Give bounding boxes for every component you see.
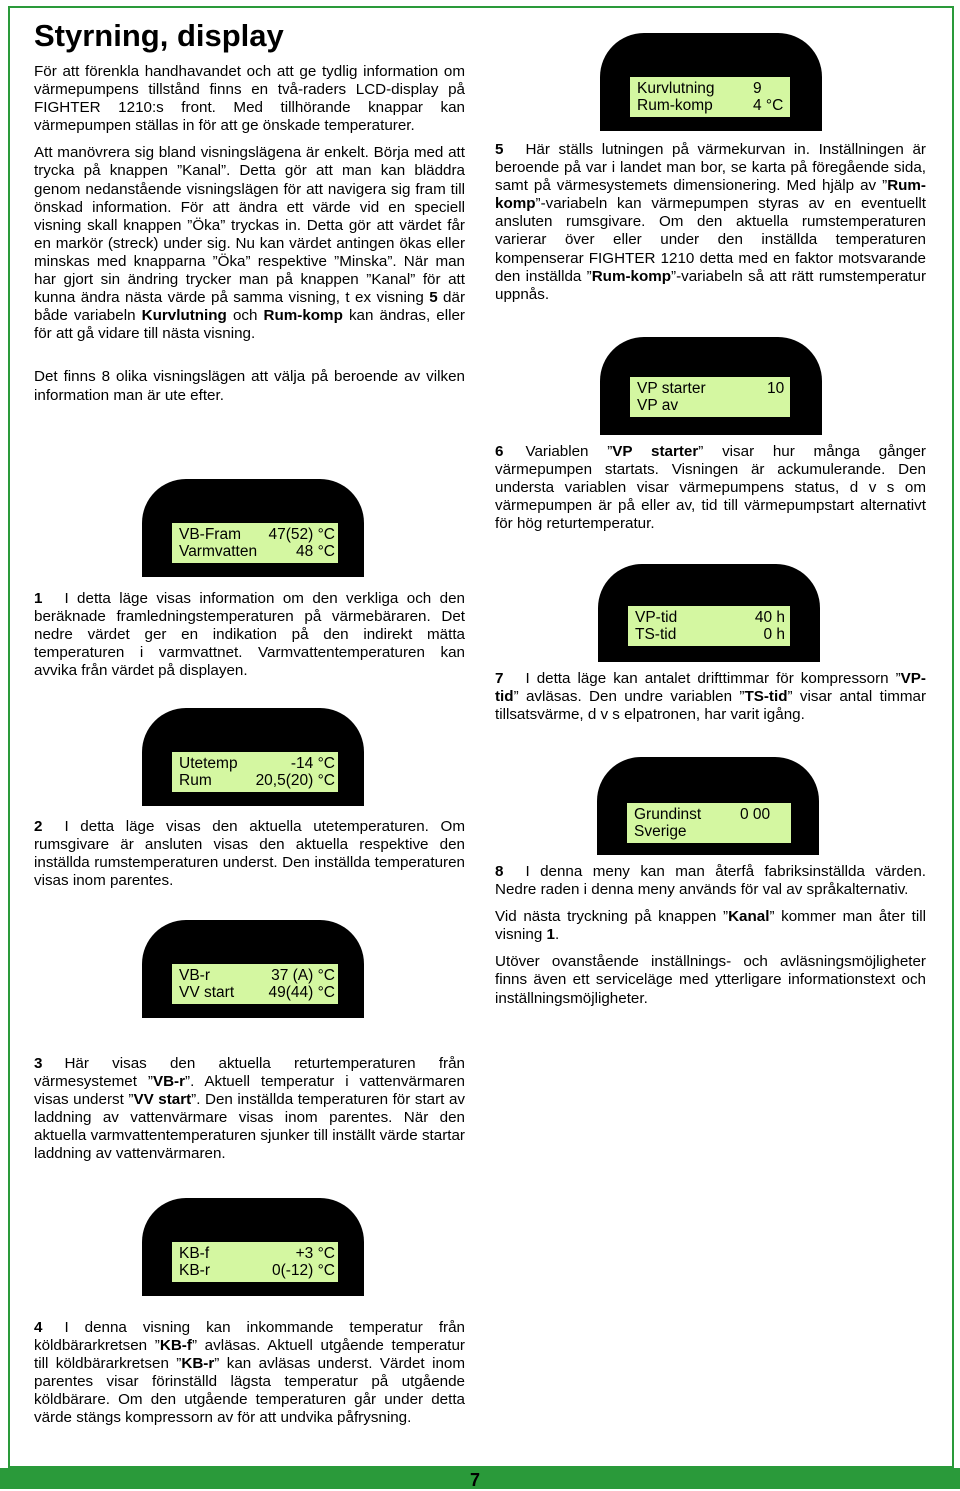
description-7: 7 I detta läge kan antalet drifttimmar för kompressorn ”VP-tid” avläsas. Den undre variablen ”TS-tid” visar antal timmar tillsatsvärme, d v s elpatronen, har varit igång. bbox=[495, 670, 926, 724]
lcd-screen-2: Utetemp -14 °C Rum 20,5(20) °C bbox=[172, 752, 338, 792]
lcd-screen-8: Grundinst 0 00 Sverige bbox=[627, 803, 791, 843]
description-5: 5 Här ställs lutningen på värmekurvan in. Inställningen är beroende på var i landet man bor, se karta på föregående sida, samt på värmesystemets dimensionering. Med hjälp av ”Rum-komp”-variabeln kan värmepumpen styras av en eventuellt ansluten rumsgivare. Om den aktuella rumstemperaturen varierar över eller under den inställda temperaturen kompenserar FIGHTER 1210 detta med en faktor motsvarande den inställda ”Rum-komp”-variabeln så att rätt rumstemperatur uppnås. bbox=[495, 141, 927, 303]
description-2: 2 I detta läge visas den aktuella utetemperaturen. Om rumsgivare är ansluten visas den aktuella respektive den inställda rumstemperaturen underst. Den inställda temperaturen visas inom parentes. bbox=[34, 818, 465, 890]
description-1: 1 I detta läge visas information om den verkliga och den beräknade framledningstemperaturen på värmebäraren. Det nedre värdet ger en indikation på den indirekt mätta temperaturen i varmvattnet. Varmvattentemperaturen kan avvika från värdet på displayen. bbox=[34, 590, 465, 680]
lcd-display-7 bbox=[598, 564, 820, 662]
intro-text bbox=[34, 63, 465, 405]
intro-paragraph-1: För att förenkla handhavandet och att ge tydlig information om värmepumpens tillstånd finns en två-raders LCD-display på FIGHTER 1210:s front. Med tillhörande knappar kan värmepumpen ställas in för att ge önskade temperaturer. bbox=[34, 63, 465, 135]
lcd-screen-7: VP-tid 40 h TS-tid 0 h bbox=[628, 606, 790, 646]
lcd-display-5 bbox=[600, 33, 822, 131]
lcd-screen-3: VB-r 37 (A) °C VV start 49(44) °C bbox=[172, 964, 338, 1004]
intro-paragraph-2: Att manövrera sig bland visningslägena är enkelt. Börja med att trycka på knappen ”Kanal”. Detta gör att man kan bläddra genom nedanstående visningslägen för att navigera sig fram till önskad information. För att ändra ett värde vid en speciell visning skall knappen ”Öka” tryckas in. Detta gör att värdet får en markör (streck) under sig. Nu kan värdet antingen ökas eller minskas med knapparna ”Öka” respektive ”Minska”. När man har gjort sin ändring trycker man på knappen ”Kanal” för att kunna ändra nästa värde på samma visning, t ex visning 5 där både variabeln Kurvlutning och Rum-komp kan ändras, eller för att gå vidare till nästa visning. bbox=[34, 144, 466, 343]
service-mode-note: Utöver ovanstående inställnings- och avläsningsmöjligheter finns även ett serviceläge med ytterligare informationstext och inställningsmöjligheter. bbox=[495, 953, 926, 1007]
lcd-display-3 bbox=[142, 920, 364, 1018]
description-3: 3 Här visas den aktuella returtemperaturen från värmesystemet ”VB-r”. Aktuell temperatur i vattenvärmaren visas underst ”VV start”. Den inställda temperaturen för start av laddning av vattenvärmare visas inom parentes. När den aktuella varmvattentemperaturen sjunker till inställt värde startar laddning av vattenvärmaren. bbox=[34, 1055, 465, 1163]
lcd-display-8 bbox=[597, 757, 819, 855]
description-8: 8 I denna meny kan man återfå fabriksinställda värden. Nedre raden i denna meny används för val av språkalternativ. Vid nästa tryckning på knappen ”Kanal” kommer man åter till visning 1. Utöver ovanstående inställnings- och avläsningsmöjligheter finns även ett serviceläge med ytterligare informationstext och inställningsmöjligheter. bbox=[495, 863, 926, 1007]
page-title: Styrning, display bbox=[34, 18, 284, 53]
next-press-note: Vid nästa tryckning på knappen ”Kanal” kommer man åter till visning 1. bbox=[495, 908, 926, 944]
page-number: 7 bbox=[470, 1470, 481, 1490]
lcd-screen-5: Kurvlutning 9 Rum-komp 4 °C bbox=[630, 77, 790, 117]
lcd-display-2 bbox=[142, 708, 364, 806]
lcd-screen-4: KB-f +3 °C KB-r 0(-12) °C bbox=[172, 1242, 338, 1282]
intro-paragraph-3: Det finns 8 olika visningslägen att välja på beroende av vilken information man är ute efter. bbox=[34, 368, 465, 404]
description-4: 4 I denna visning kan inkommande temperatur från köldbärarkretsen ”KB-f” avläsas. Aktuell utgående temperatur till köldbärarkretsen ”KB-r” kan avläsas underst. Värdet inom parentes visar förinställd lägsta temperatur på utgående köldbärare. Om den utgående temperaturen går under detta värde stängs kompressorn av för att undvika påfrysning. bbox=[34, 1319, 465, 1427]
lcd-display-1 bbox=[142, 479, 364, 577]
lcd-screen-6: VP starter 10 VP av bbox=[630, 377, 790, 417]
lcd-display-6 bbox=[600, 337, 822, 435]
lcd-screen-1: VB-Fram 47(52) °C Varmvatten 48 °C bbox=[172, 523, 338, 563]
lcd-display-4 bbox=[142, 1198, 364, 1296]
description-6: 6 Variablen ”VP starter” visar hur många gånger värmepumpen startats. Visningen är ackumulerande. Den understa variablen visar värmepumpens status, d v s om värmepumpen är på eller av, tid till värmepumpstart alternativt för hög returtemperatur. bbox=[495, 443, 926, 533]
